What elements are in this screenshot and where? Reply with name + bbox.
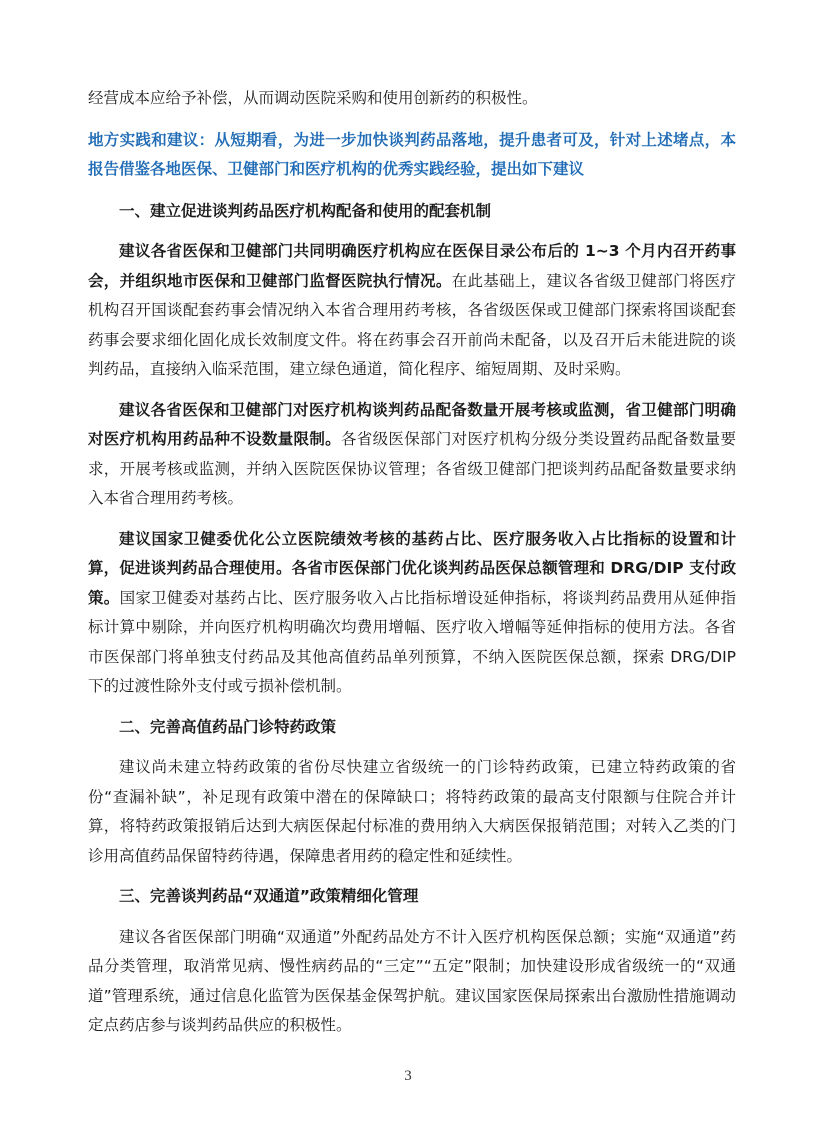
section-3-paragraph-1: 建议各省医保部门明确“双通道”外配药品处方不计入医疗机构医保总额；实施“双通道”药品分类管理，取消常见病、慢性病药品的“三定”“五定”限制；加快建设形成省级统一的“双通道”管理系统，通过信息化监管为医保基金保驾护航。建议国家医保局探索出台激励性措施调动定点药店参与谈判药品供应的积极性。 (88, 927, 736, 1034)
page-number: 3 (404, 1068, 412, 1084)
section-1-p1-text: 在此基础上，建议各省级卫健部门将医疗机构召开国谈配套药事会情况纳入本省合理用药考核，各省级医保或卫健部门探索将国谈配套药事会要求细化固化成长效制度文件。将在药事会召开前尚未配备，以及召开后未能进院的谈判药品，直接纳入临采范围，建立绿色通道，简化程序、缩短周期、及时采购。 (88, 271, 736, 378)
section-1-p3-text: 国家卫健委对基药占比、医疗服务收入占比指标增设延伸指标，将谈判药品费用从延伸指标计算中剔除，并向医疗机构明确次均费用增幅、医疗收入增幅等延伸指标的使用方法。各省市医保部门将单独支付药品及其他高值药品单列预算，不纳入医院医保总额，探索 DRG/DIP 下的过渡性除外支付或亏损补偿机制。 (88, 588, 736, 695)
document-body (88, 84, 736, 1052)
section-1-paragraph-3 (88, 525, 736, 702)
section-1-p3-bold: 建议国家卫健委优化公立医院绩效考核的基药占比、医疗服务收入占比指标的设置和计算，促进谈判药品合理使用。各省市医保部门优化谈判药品医保总额管理和 DRG/DIP 支付政策。 (88, 529, 736, 607)
intro-continuation: 经营成本应给予补偿，从而调动医院采购和使用创新药的积极性。 (88, 89, 538, 107)
highlight-summary: 地方实践和建议：从短期看，为进一步加快谈判药品落地，提升患者可及，针对上述堵点，本报告借鉴各地医保、卫健部门和医疗机构的优秀实践经验，提出如下建议 (88, 130, 736, 178)
section-1-paragraph-2 (88, 396, 736, 514)
section-1-paragraph-1 (88, 237, 736, 385)
section-1-p2-text: 各省级医保部门对医疗机构分级分类设置药品配备数量要求，开展考核或监测，并纳入医院医保协议管理；各省级卫健部门把谈判药品配备数量要求纳入本省合理用药考核。 (88, 430, 736, 507)
section-2-paragraph-1: 建议尚未建立特药政策的省份尽快建立省级统一的门诊特药政策，已建立特药政策的省份“查漏补缺”，补足现有政策中潜在的保障缺口；将特药政策的最高支付限额与住院合并计算，将特药政策报销后达到大病医保起付标准的费用纳入大病医保报销范围；对转入乙类的门诊用高值药品保留特药待遇，保障患者用药的稳定性和延续性。 (88, 758, 736, 865)
section-3-heading: 三、完善谈判药品“双通道”政策精细化管理 (119, 887, 419, 905)
section-2-heading: 二、完善高值药品门诊特药政策 (119, 717, 337, 736)
section-1-heading: 一、建立促进谈判药品医疗机构配备和使用的配套机制 (119, 201, 492, 220)
section-1-p2-bold: 建议各省医保和卫健部门对医疗机构谈判药品配备数量开展考核或监测，省卫健部门明确对医疗机构用药品种不设数量限制。 (88, 400, 736, 448)
section-1-p1-bold: 建议各省医保和卫健部门共同明确医疗机构应在医保目录公布后的 1~3 个月内召开药事会，并组织地市医保和卫健部门监督医院执行情况。 (88, 242, 736, 290)
